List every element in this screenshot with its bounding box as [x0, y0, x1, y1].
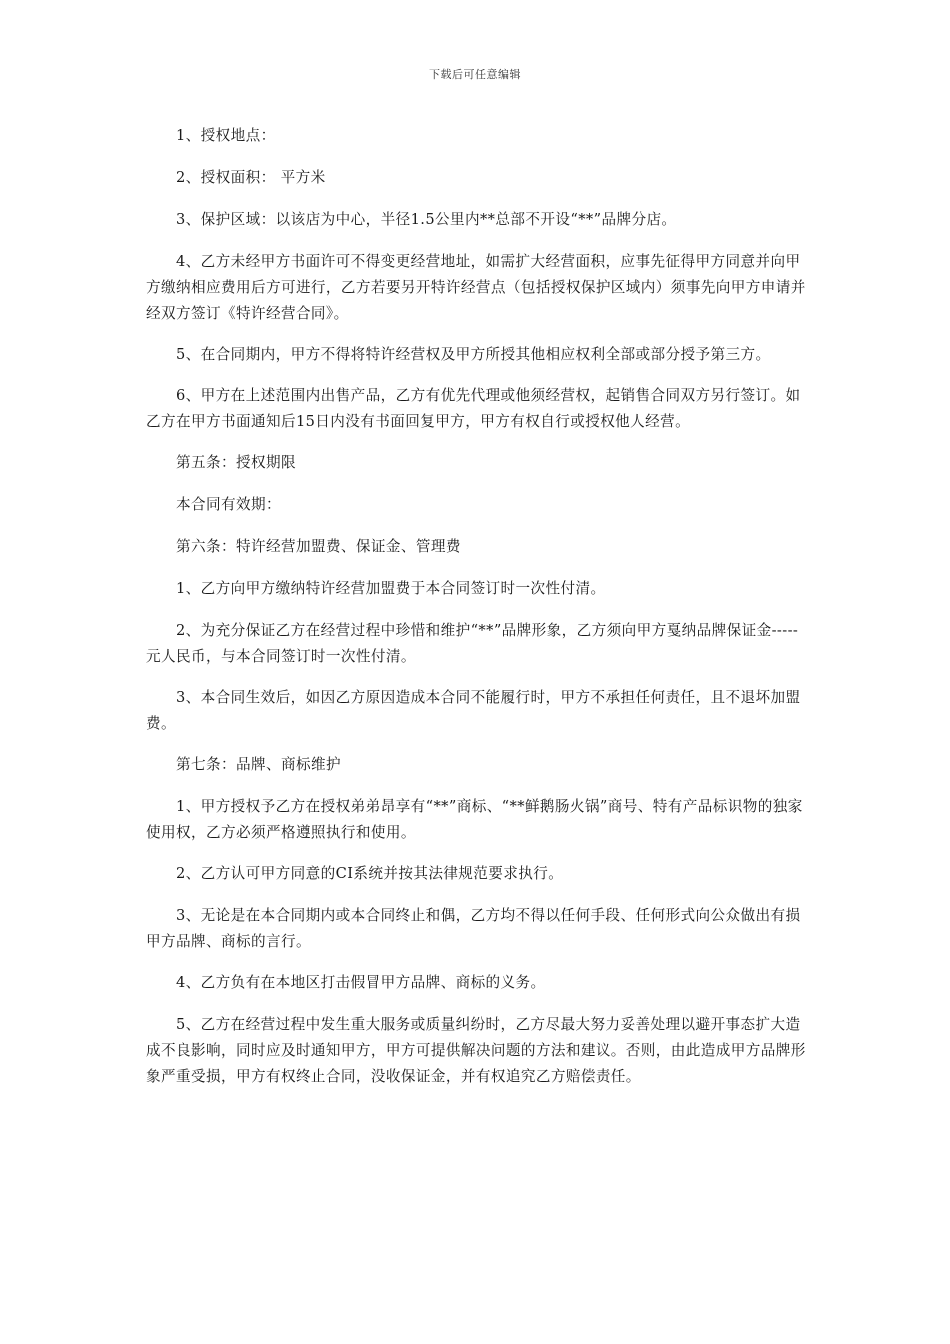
paragraph: 5、乙方在经营过程中发生重大服务或质量纠纷时，乙方尽最大努力妥善处理以避开事态扩大造成不良影响，同时应及时通知甲方，甲方可提供解决问题的方法和建议。否则，由此造成甲方品牌形象严重受损，甲方有权终止合同，没收保证金，并有权追究乙方赔偿责任。	[146, 1016, 806, 1085]
paragraph: 2、授权面积： 平方米	[176, 169, 326, 186]
paragraph: 4、乙方未经甲方书面许可不得变更经营地址，如需扩大经营面积，应事先征得甲方同意并向甲方缴纳相应费用后方可进行，乙方若要另开特许经营点（包括授权保护区域内）须事先向甲方申请并经双方签订《特许经营合同》。	[146, 253, 806, 322]
paragraph: 3、无论是在本合同期内或本合同终止和偶，乙方均不得以任何手段、任何形式向公众做出有损甲方品牌、商标的言行。	[146, 907, 801, 950]
page-header: 下载后可任意编辑	[429, 68, 521, 81]
paragraph: 2、为充分保证乙方在经营过程中珍惜和维护“**”品牌形象，乙方须向甲方戛纳品牌保证金-----元人民币，与本合同签订时一次性付清。	[146, 622, 799, 665]
paragraph: 4、乙方负有在本地区打击假冒甲方品牌、商标的义务。	[176, 974, 546, 991]
paragraph: 2、乙方认可甲方同意的CI系统并按其法律规范要求执行。	[176, 865, 564, 882]
section-heading: 第五条：授权期限	[176, 454, 296, 471]
paragraph: 1、授权地点：	[176, 127, 276, 144]
paragraph: 本合同有效期：	[176, 496, 281, 513]
document-body	[146, 123, 808, 1105]
paragraph: 3、保护区域：以该店为中心，半径1.5公里内**总部不开设“**”品牌分店。	[176, 211, 677, 228]
paragraph: 6、甲方在上述范围内出售产品，乙方有优先代理或他须经营权，起销售合同双方另行签订。如乙方在甲方书面通知后15日内没有书面回复甲方，甲方有权自行或授权他人经营。	[146, 387, 801, 430]
section-heading: 第七条：品牌、商标维护	[176, 756, 341, 773]
paragraph: 1、甲方授权予乙方在授权弟弟昂享有“**”商标、“**鲜鹅肠火锅”商号、特有产品标识物的独家使用权，乙方必须严格遵照执行和使用。	[146, 798, 803, 841]
paragraph: 5、在合同期内，甲方不得将特许经营权及甲方所授其他相应权利全部或部分授予第三方。	[176, 346, 771, 363]
paragraph: 3、本合同生效后，如因乙方原因造成本合同不能履行时，甲方不承担任何责任，且不退坏加盟费。	[146, 689, 801, 732]
section-heading: 第六条：特许经营加盟费、保证金、管理费	[176, 538, 461, 555]
paragraph: 1、乙方向甲方缴纳特许经营加盟费于本合同签订时一次性付清。	[176, 580, 606, 597]
